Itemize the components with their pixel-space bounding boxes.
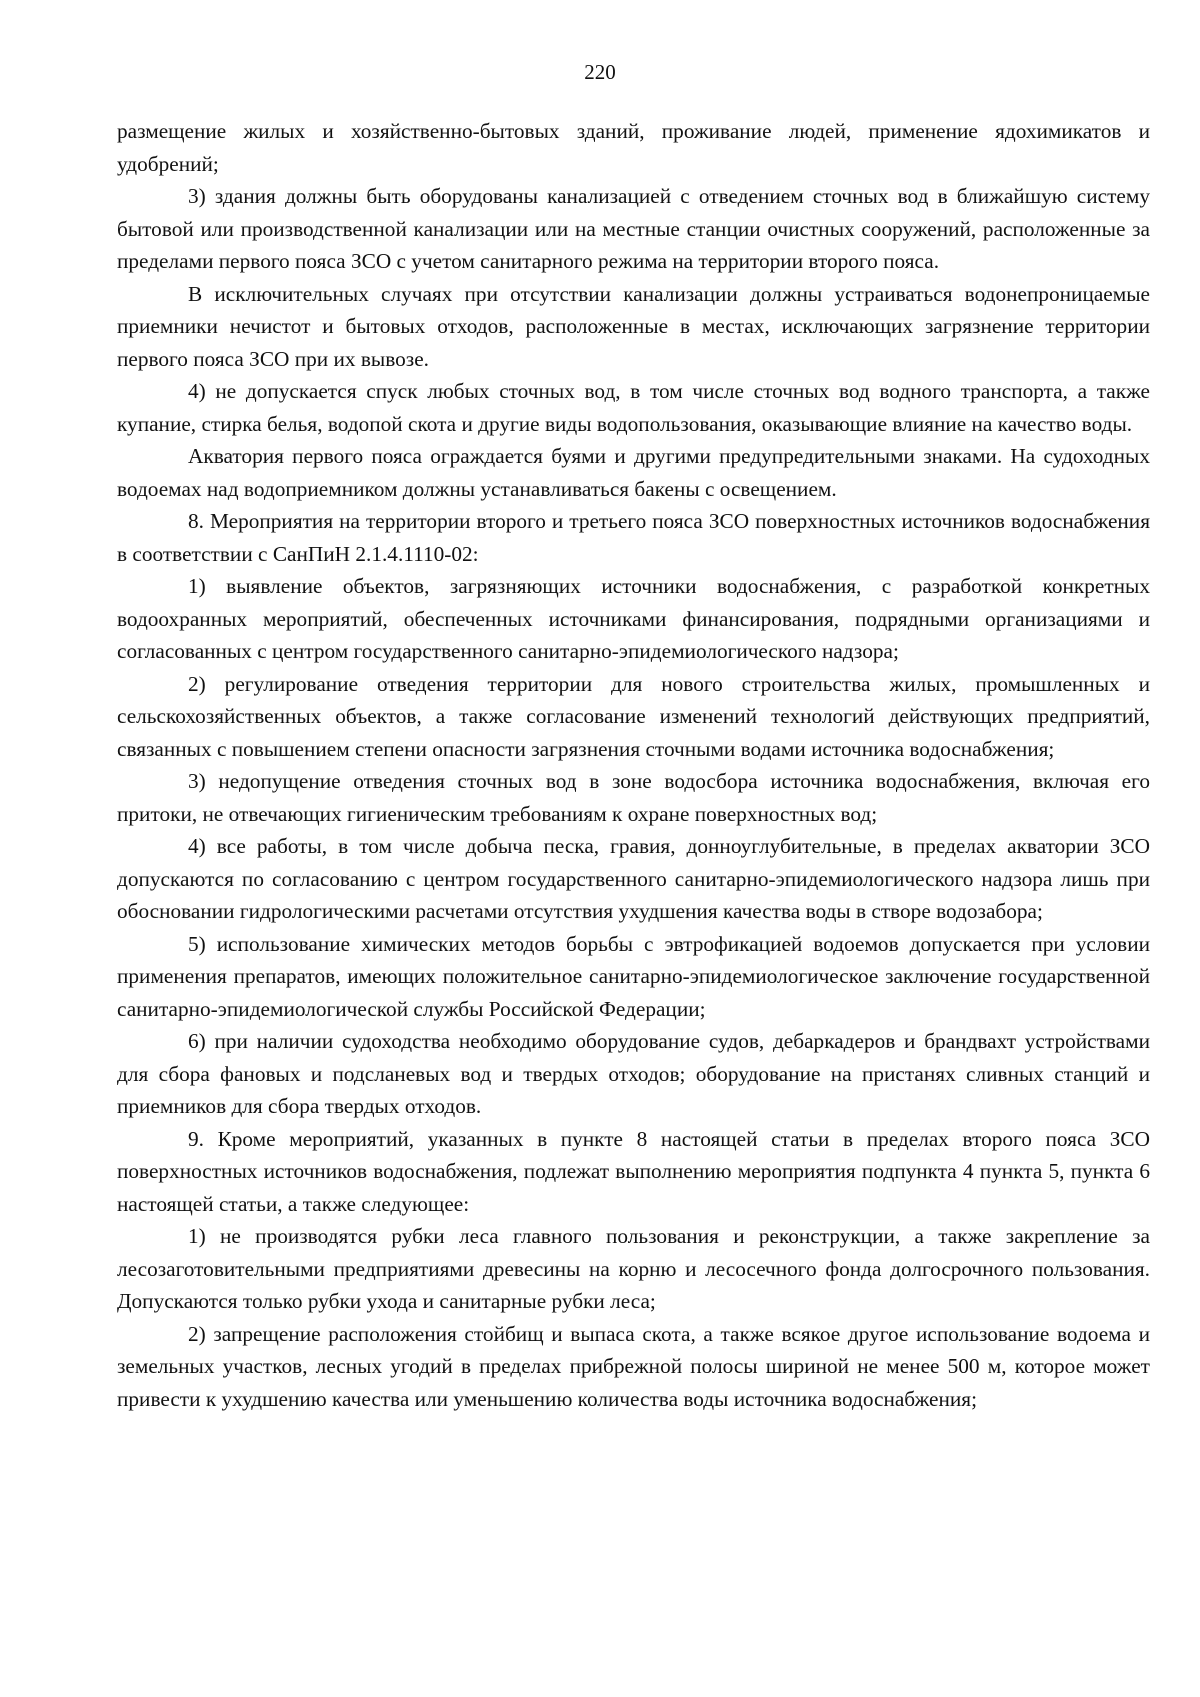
paragraph: 4) не допускается спуск любых сточных вод, в том числе сточных вод водного транспорта, а также купание, стирка белья, водопой скота и другие виды водопользования, оказывающие влияние на качество воды.: [117, 379, 1150, 436]
paragraph: 1) не производятся рубки леса главного пользования и реконструкции, а также закрепление за лесозаготовительными предприятиями древесины на корню и лесосечного фонда долгосрочного пользования. Допускаются только рубки ухода и санитарные рубки леса;: [117, 1224, 1150, 1313]
paragraph: 2) запрещение расположения стойбищ и выпаса скота, а также всякое другое использование водоема и земельных участков, лесных угодий в пределах прибрежной полосы шириной не менее 500 м, которое может привести к ухудшению качества или уменьшению количества воды источника водоснабжения;: [117, 1321, 1150, 1411]
paragraph: размещение жилых и хозяйственно-бытовых зданий, проживание людей, применение ядохимикатов и удобрений;: [117, 119, 1150, 176]
page-number: 220: [584, 60, 616, 84]
paragraph: Акватория первого пояса ограждается буями и другими предупредительными знаками. На судоходных водоемах над водоприемником должны устанавливаться бакены с освещением.: [117, 444, 1150, 501]
paragraph: 1) выявление объектов, загрязняющих источники водоснабжения, с разработкой конкретных водоохранных мероприятий, обеспеченных источниками финансирования, подрядными организациями и согласованных с центром государственного санитарно-эпидемиологического надзора;: [117, 574, 1150, 663]
paragraph: 3) здания должны быть оборудованы канализацией с отведением сточных вод в ближайшую систему бытовой или производственной канализации или на местные станции очистных сооружений, расположенные за пределами первого пояса ЗСО с учетом санитарного режима на территории второго пояса.: [117, 184, 1150, 273]
paragraph: 5) использование химических методов борьбы с эвтрофикацией водоемов допускается при условии применения препаратов, имеющих положительное санитарно-эпидемиологическое заключение государственной санитарно-эпидемиологической службы Российской Федерации;: [117, 931, 1150, 1021]
paragraph: 8. Мероприятия на территории второго и третьего пояса ЗСО поверхностных источников водоснабжения в соответствии с СанПиН 2.1.4.1110-02:: [117, 509, 1150, 566]
paragraph: 4) все работы, в том числе добыча песка, гравия, донноуглубительные, в пределах акватории ЗСО допускаются по согласованию с центром государственного санитарно-эпидемиологического надзора лишь при обосновании гидрологическими расчетами отсутствия ухудшения качества воды в створе водозабора;: [117, 834, 1150, 923]
paragraph: В исключительных случаях при отсутствии канализации должны устраиваться водонепроницаемые приемники нечистот и бытовых отходов, расположенные в местах, исключающих загрязнение территории первого пояса ЗСО при их вывозе.: [117, 281, 1150, 371]
document-body: [117, 115, 1150, 1415]
paragraph: 9. Кроме мероприятий, указанных в пункте 8 настоящей статьи в пределах второго пояса ЗСО поверхностных источников водоснабжения, подлежат выполнению мероприятия подпункта 4 пункта 5, пункта 6 настоящей статьи, а также следующее:: [117, 1126, 1150, 1216]
paragraph: 3) недопущение отведения сточных вод в зоне водосбора источника водоснабжения, включая его притоки, не отвечающих гигиеническим требованиям к охране поверхностных вод;: [117, 769, 1150, 826]
paragraph: 2) регулирование отведения территории для нового строительства жилых, промышленных и сельскохозяйственных объектов, а также согласование изменений технологий действующих предприятий, связанных с повышением степени опасности загрязнения сточными водами источника водоснабжения;: [117, 671, 1150, 761]
paragraph: 6) при наличии судоходства необходимо оборудование судов, дебаркадеров и брандвахт устройствами для сбора фановых и подсланевых вод и твердых отходов; оборудование на пристанях сливных станций и приемников для сбора твердых отходов.: [117, 1029, 1150, 1118]
